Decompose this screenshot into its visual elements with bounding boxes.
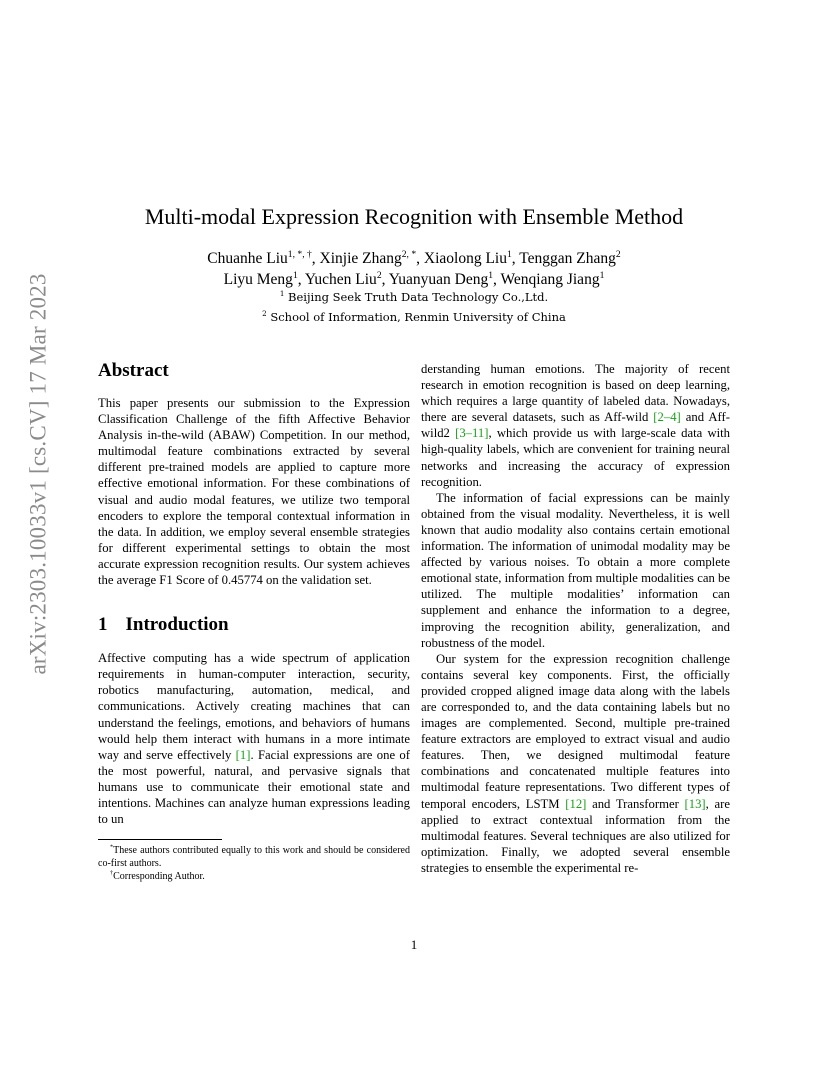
footnote-1: *These authors contributed equally to this work and should be considered co-first authors.: [98, 843, 410, 870]
author: Yuanyuan Deng$^1$,: [388, 269, 501, 288]
citation-link[interactable]: [12]: [565, 796, 587, 811]
affiliation-2: $^2$ School of Information, Renmin University of China: [262, 309, 566, 324]
footnote-2: †Corresponding Author.: [110, 869, 205, 883]
author: Liyu Meng$^1$,: [223, 269, 305, 288]
arxiv-stamp: [22, 273, 56, 675]
abstract-text: This paper presents our submission to the Expression Classification Challenge of the fifth Affective Behavior Analysis in-the-wild (ABAW) Competition. In our method, multimodal feature combinations extracted by several different pre-trained models are applied to capture more effective emotional information. For these combinations of visual and audio modal features, we utilize two temporal encoders to explore the temporal contextual information in the data. In addition, we employ several ensemble strategies for different experimental settings to obtain the most accurate expression recognition results. Our system achieves the average F1 Score of 0.45774 on the validation set.: [98, 396, 410, 588]
citation-link[interactable]: [2–4]: [653, 410, 681, 425]
right-column: [421, 361, 730, 876]
author: Tenggan Zhang$^2$: [519, 248, 621, 267]
section-title: Introduction: [125, 614, 229, 636]
author: Yuchen Liu$^2$,: [304, 269, 389, 288]
author: Xiaolong Liu$^1$,: [423, 248, 520, 267]
introduction-paragraph-1: Affective computing has a wide spectrum of application requirements in human-computer interaction, security, robotics manufacturing, automation, medical, and communications. Actively creating machines that can understand the feelings, emotions, and behaviors of humans would help them interact with humans in a more intimate way and serve effectively [1]. Facial expressions are one of the most powerful, natural, and pervasive signals that humans use to communicate their emotional state and intentions. Machines can analyze human expressions leading to un: [98, 651, 411, 827]
author-list: [0, 248, 828, 290]
introduction-paragraph-1-cont: derstanding human emotions. The majority of recent research in emotion recognition is based on deep learning, which requires a large quantity of labeled data. Nowadays, there are several datasets, such as Aff-wild [2–4] and Aff-wild2 [3–11], which provide us with large-scale data with high-quality labels, which are convenient for training neural networks and increasing the accuracy of expression recognition.: [421, 362, 731, 489]
citation-link[interactable]: [13]: [684, 796, 706, 811]
author: Chuanhe Liu$^{1, *, \dagger}$,: [207, 248, 320, 267]
abstract-heading: Abstract: [98, 360, 169, 381]
section-number: 1: [98, 614, 108, 636]
introduction-paragraph-3: Our system for the expression recognition challenge contains several key components. First, the officially provided cropped aligned image data along with the labels are corresponded to, and the data containing labels but no images are complemented. Second, multiple pre-trained feature extractors are employed to extract visual and audio features. Then, we designed multimodal feature combinations and concatenated multiple features into multimodal feature representations. Two different types of temporal encoders, LSTM [12] and Transformer [13], are applied to extract contextual information from the multimodal features. Several techniques are also utilized for optimization. Finally, we adopted several ensemble strategies to ensemble the experimental re-: [421, 651, 730, 875]
author: Wenqiang Jiang$^1$: [500, 269, 605, 288]
introduction-paragraph-2: The information of facial expressions can be mainly obtained from the visual modality. Nevertheless, it is well known that audio modality also contains certain emotional information. The information of unimodal modality may be affected by various noises. To obtain a more complete emotional state, information from multiple modalities can be utilized. The multiple modalities’ information can supplement and enhance the information to a degree, improving the recognition ability, generalization, and robustness of the model.: [421, 490, 730, 650]
paper-title: Multi-modal Expression Recognition with Ensemble Method: [144, 204, 684, 229]
introduction-heading: [98, 614, 410, 636]
affiliation-1: $^1$ Beijing Seek Truth Data Technology Co.,Ltd.: [279, 289, 549, 304]
author-line-2: [0, 269, 828, 290]
left-column: [98, 360, 410, 883]
arxiv-stamp-text: arXiv:2303.10033v1 [cs.CV] 17 Mar 2023: [26, 273, 52, 675]
citation-link[interactable]: [1]: [235, 747, 251, 762]
author-line-1: [0, 248, 828, 269]
footnote-divider: [98, 839, 222, 840]
citation-link[interactable]: [3–11]: [455, 426, 489, 441]
page-number: 1: [410, 937, 418, 952]
author: Xinjie Zhang$^{2, *}$,: [319, 248, 424, 267]
